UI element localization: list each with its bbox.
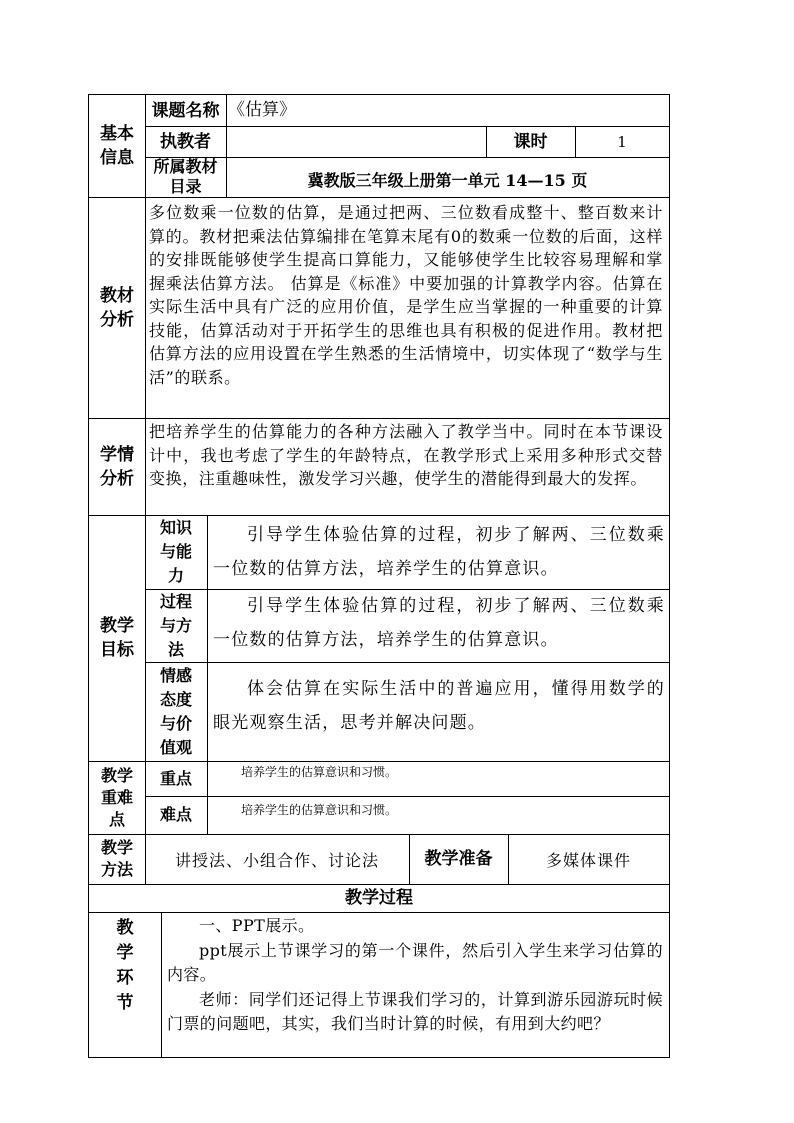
key-point-label-text: 重点	[159, 769, 192, 788]
process-paragraph: 老师：同学们还记得上节课我们学习的，计算到游乐园游玩时候门票的问题吧，其实，我们当时计算的时候，有用到大约吧？	[167, 989, 663, 1033]
teacher-value	[226, 126, 487, 158]
goal-knowledge-text-content: 引导学生体验估算的过程，初步了解两、三位数乘一位数的估算方法，培养学生的估算意识。	[213, 525, 665, 579]
topic-label-text: 课题名称	[151, 100, 220, 121]
topic-label	[145, 94, 227, 127]
process-paragraph: 一、PPT展示。	[199, 916, 315, 935]
period-label	[486, 126, 576, 158]
basic-info-text: 基本信息	[100, 124, 134, 168]
topic-value	[226, 94, 670, 127]
material-label	[88, 197, 146, 419]
goal-emotion-text	[207, 662, 670, 762]
key-point-text-content: 培养学生的估算意识和习惯。	[241, 765, 398, 779]
process-content	[161, 912, 670, 1058]
goal-process-text	[207, 589, 670, 663]
material-text	[145, 197, 670, 419]
process-label	[88, 912, 162, 1058]
method-label-text: 教学方法	[100, 838, 133, 879]
method-label	[88, 834, 146, 885]
learner-text	[145, 418, 670, 516]
difficulty-label	[88, 761, 146, 835]
goal-emotion-label	[145, 662, 208, 762]
topic-value-text: 《估算》	[228, 100, 296, 120]
goal-process-text-content: 引导学生体验估算的过程，初步了解两、三位数乘一位数的估算方法，培养学生的估算意识。	[213, 596, 665, 650]
process-paragraph: ppt展示上节课学习的第一个课件，然后引入学生来学习估算的内容。	[167, 940, 663, 984]
method-text-content: 讲授法、小组合作、讨论法	[174, 850, 379, 870]
textbook-label-text: 所属教材目录	[153, 157, 218, 196]
goals-label-text: 教学目标	[100, 616, 134, 660]
hard-point-text	[207, 796, 670, 835]
process-title-text: 教学过程	[345, 888, 413, 908]
prep-text	[508, 834, 670, 885]
period-value	[575, 126, 670, 158]
period-value-text: 1	[617, 132, 627, 151]
goal-knowledge-label-text: 知识与能力	[159, 518, 192, 585]
key-point-text	[207, 761, 670, 797]
key-point-label	[145, 761, 208, 797]
hard-point-text-content: 培养学生的估算意识和习惯。	[241, 803, 398, 817]
hard-point-label-text: 难点	[159, 805, 192, 824]
material-label-text: 教材分析	[100, 285, 134, 330]
goal-process-label-text: 过程与方法	[159, 591, 192, 659]
teacher-label	[145, 126, 227, 158]
goal-knowledge-label	[145, 515, 208, 590]
period-label-text: 课时	[513, 131, 548, 152]
learner-label	[88, 418, 146, 516]
learner-text-content: 把培养学生的估算能力的各种方法融入了教学当中。同时在本节课设计中，我也考虑了学生的年龄特点，在教学形式上采用多种形式交替变换，注重趣味性，激发学习兴趣，使学生的潜能得到最大的发挥。	[149, 422, 663, 488]
process-title	[88, 884, 670, 913]
method-text	[145, 834, 410, 885]
goals-label	[88, 515, 146, 762]
textbook-label	[145, 157, 227, 198]
goal-emotion-text-content: 体会估算在实际生活中的普遍应用，懂得用数学的眼光观察生活，思考并解决问题。	[213, 679, 665, 733]
hard-point-label	[145, 796, 208, 835]
goal-knowledge-text	[207, 515, 670, 590]
teacher-label-text: 执教者	[160, 131, 211, 152]
textbook-value	[226, 157, 670, 198]
prep-text-content: 多媒体课件	[545, 850, 631, 870]
learner-label-text: 学情分析	[100, 444, 134, 489]
process-label-text: 教学环节	[116, 918, 134, 1013]
textbook-value-text: 冀教版三年级上册第一单元 14—15 页	[307, 170, 588, 190]
prep-label	[409, 834, 509, 885]
goal-process-label	[145, 589, 208, 663]
basic-info-label	[88, 94, 146, 198]
prep-label-text: 教学准备	[424, 849, 493, 869]
material-text-content: 多位数乘一位数的估算，是通过把两、三位数看成整十、整百数来计算的。教材把乘法估算编排在笔算末尾有0的数乘一位数的后面，这样的安排既能够使学生提高口算能力，又能够使学生比较容易理解和掌握乘法估算方法。 估算是《标准》中要加强的计算教学内容。估算在实际生活中具有广泛的应用价值，是学生应当掌握的一种重要的计算技能，估算活动对于开拓学生的思维也具有积极的促进作用。教材把估算方法的应用设置在学生熟悉的生活情境中，切实体现了“数学与生活”的联系。	[149, 203, 663, 387]
goal-emotion-label-text: 情感态度与价值观	[159, 666, 192, 757]
difficulty-label-text: 教学重难点	[100, 766, 133, 829]
